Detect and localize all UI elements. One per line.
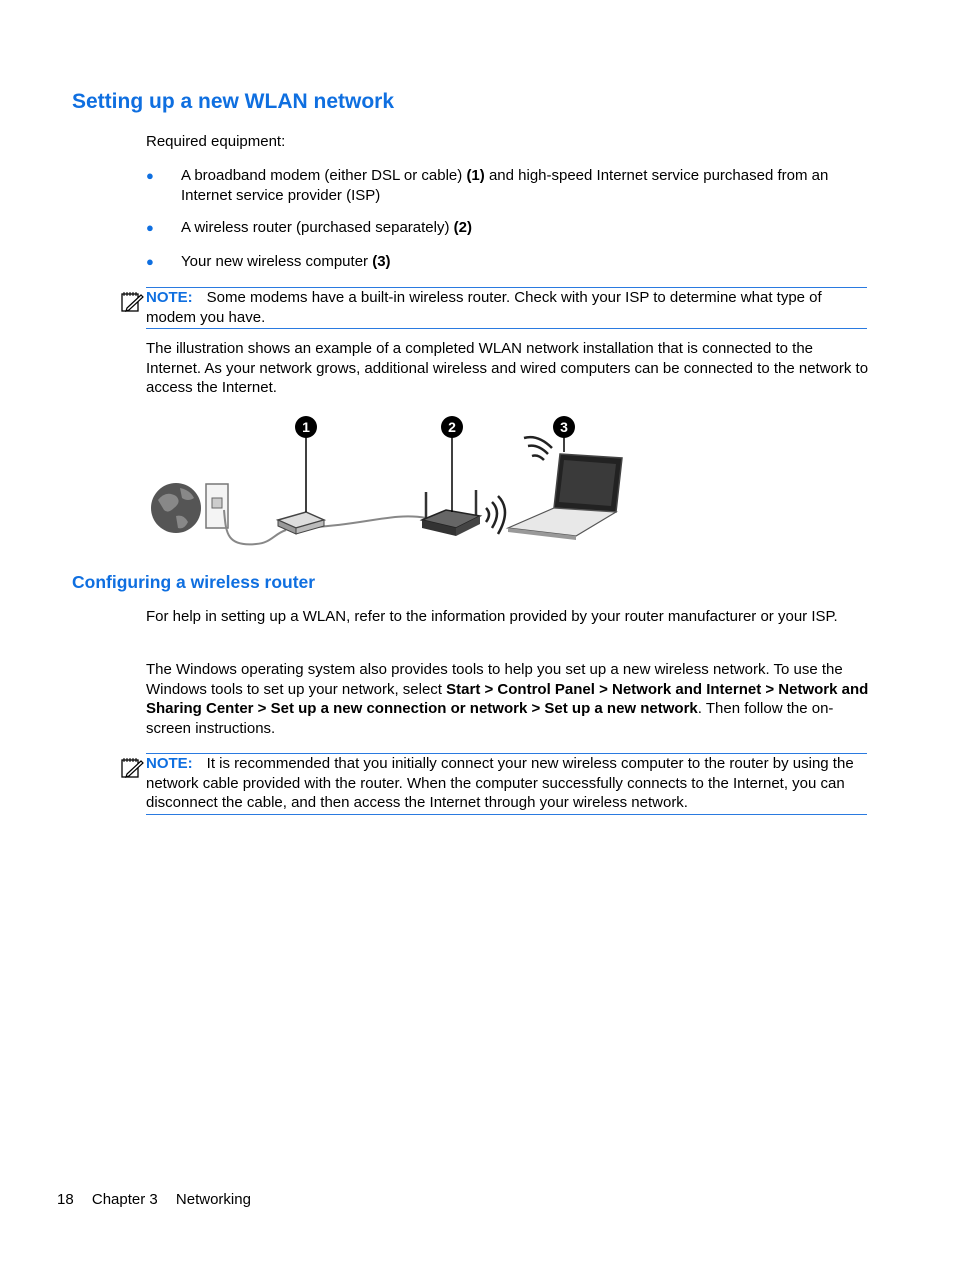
svg-text:3: 3 xyxy=(560,419,568,435)
router-icon xyxy=(422,490,505,536)
page-number: 18 xyxy=(57,1191,74,1208)
list-item xyxy=(146,252,870,272)
bullet-icon: ● xyxy=(146,254,154,269)
list-item-text: A broadband modem (either DSL or cable) (1) and high-speed Internet service purchased from an Internet service provider (ISP) xyxy=(181,167,829,204)
subsection-title: Configuring a wireless router xyxy=(72,572,316,592)
bullet-icon: ● xyxy=(146,220,154,235)
note-label: NOTE: xyxy=(146,289,193,306)
svg-text:2: 2 xyxy=(448,419,456,435)
note-label: NOTE: xyxy=(146,755,193,772)
bullet-icon: ● xyxy=(146,168,154,183)
svg-text:1: 1 xyxy=(302,419,310,435)
callout-2 xyxy=(441,416,463,438)
section-title: Setting up a new WLAN network xyxy=(72,90,395,113)
network-illustration xyxy=(146,412,636,552)
laptop-icon xyxy=(508,437,622,540)
intro-text: Required equipment: xyxy=(146,133,286,150)
page-footer xyxy=(57,1191,265,1208)
note-text: It is recommended that you initially connect your new wireless computer to the router by using the network cable provided with the router. When the computer successfully connects to the Internet, you can disconnect the cable, and then access the Internet through your wireless network. xyxy=(146,755,854,811)
paragraph: The Windows operating system also provides tools to help you set up a new wireless network. To use the Windows tools to set up your network, select Start > Control Panel > Network and Internet > Network and Sharing Center > Set up a new connection or network > Set up a new network. Then follow the on-screen instructions. xyxy=(146,661,869,737)
list-item-text: Your new wireless computer (3) xyxy=(181,253,391,270)
callout-3 xyxy=(553,416,575,438)
illustration-description: The illustration shows an example of a completed WLAN network installation that is connected to the Internet. As your network grows, additional wireless and wired computers can be connected to the network to access the Internet. xyxy=(146,340,869,396)
note-icon xyxy=(120,756,144,780)
paragraph: For help in setting up a WLAN, refer to the information provided by your router manufacturer or your ISP. xyxy=(146,608,838,625)
list-item xyxy=(146,218,870,238)
note-box xyxy=(146,287,867,329)
globe-icon xyxy=(151,483,201,533)
note-text: Some modems have a built-in wireless router. Check with your ISP to determine what type of modem you have. xyxy=(146,289,822,326)
callout-1 xyxy=(295,416,317,438)
note-icon xyxy=(120,290,144,314)
chapter-title: Networking xyxy=(175,1191,251,1208)
note-box xyxy=(146,753,867,815)
list-item xyxy=(146,166,870,206)
chapter-label: Chapter 3 xyxy=(91,1191,158,1208)
list-item-text: A wireless router (purchased separately) (2) xyxy=(181,219,472,236)
